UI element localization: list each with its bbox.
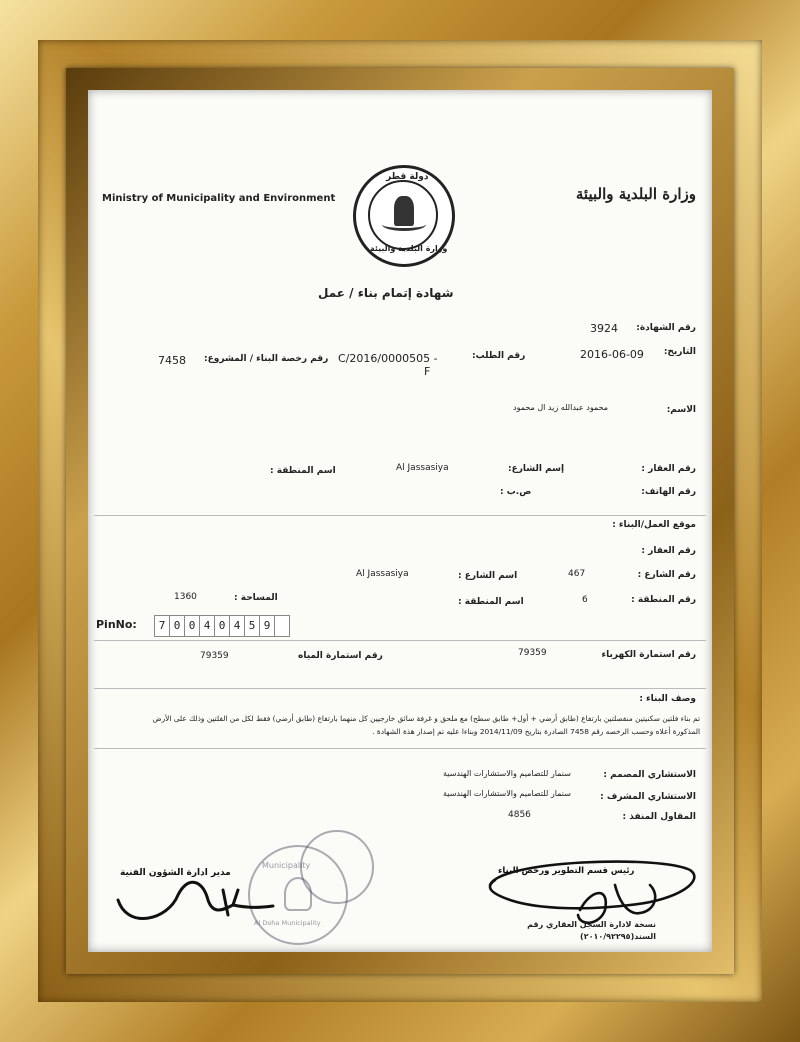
emblem-bottom-text: وزارة البلدية والبيئة (370, 244, 448, 253)
pin-digit: 4 (199, 615, 215, 637)
location-section-label: موقع العمل/البناء : (612, 520, 696, 530)
pin-digit: 4 (229, 615, 245, 637)
certificate-title: شهادة إتمام بناء / عمل (318, 286, 454, 300)
permit-number-label: رقم رخصة البناء / المشروع: (204, 354, 329, 364)
pin-digit: 0 (169, 615, 185, 637)
certificate-number-value: 3924 (590, 322, 618, 335)
description-line-1: تم بناء فلتين سكنيتين منفصلتين بارتفاع (طابق أرضي + أول+ طابق سطح) مع ملحق و غرفة سائق خارجيين كل منهما بارتفاع (طابق أرضي) فقط لكل من الفلتين وذلك على الأرض (152, 714, 700, 723)
pin-digit: 0 (184, 615, 200, 637)
left-signature-icon (108, 860, 288, 930)
location-street-name-value: Al Jassasiya (356, 569, 409, 579)
copy-notice-line-1: نسخة لادارة السجل العقاري رقم (527, 920, 656, 929)
area-value: 1360 (174, 592, 197, 602)
owner-street-label: إسم الشارع: (508, 464, 565, 474)
location-street-number-label: رقم الشارع : (637, 570, 696, 580)
description-label: وصف البناء : (639, 694, 696, 704)
request-number-suffix: F (424, 365, 431, 378)
date-value: 2016-06-09 (580, 348, 644, 361)
contractor-label: المقاول المنفذ : (622, 812, 696, 822)
separator-4 (94, 748, 706, 749)
request-number-label: رقم الطلب: (472, 351, 526, 361)
location-street-name-label: اسم الشارع : (458, 571, 518, 581)
separator-3 (94, 688, 706, 689)
location-street-number-value: 467 (568, 569, 586, 579)
ministry-name-ar: وزارة البلدية والبيئة (575, 185, 696, 203)
owner-name-value: محمود عبدالله زيد ال محمود (513, 403, 609, 412)
emblem-top-text: دولة قطر (386, 172, 429, 182)
ministry-name-en: Ministry of Municipality and Environment (102, 193, 336, 204)
designer-label: الاستشاري المصمم : (603, 770, 696, 780)
area-label: المساحة : (234, 593, 278, 603)
separator-2 (94, 640, 706, 641)
contractor-value: 4856 (508, 810, 531, 820)
pin-label: PinNo: (96, 618, 137, 631)
description-line-2: المذكورة أعلاه وحسب الرخصه رقم 7458 الصادرة بتاريخ 2014/11/09 وبناءا عليه تم إصدار هذة الشهادة . (372, 727, 700, 736)
secondary-stamp-icon (300, 830, 374, 904)
supervisor-label: الاستشاري المشرف : (600, 792, 696, 802)
qatar-emblem-icon (353, 165, 455, 267)
owner-street-value: Al Jassasiya (396, 463, 449, 473)
pin-digit: 0 (214, 615, 230, 637)
owner-name-label: الاسم: (666, 405, 696, 415)
copy-notice-line-2: السند(٢٠١٠/٩٢٢٩٥) (580, 932, 656, 941)
location-zone-name-label: اسم المنطقة : (458, 597, 524, 607)
location-zone-number-value: 6 (582, 595, 588, 605)
supervisor-value: سنمار للتصاميم والاستشارات الهندسية (443, 789, 571, 798)
separator-1 (94, 515, 706, 516)
dhow-icon (382, 218, 426, 231)
certificate-paper (88, 90, 712, 952)
pin-digit: 5 (244, 615, 260, 637)
request-number-value: C/2016/0000505 - (338, 352, 438, 365)
owner-zone-label: اسم المنطقة : (270, 466, 336, 476)
owner-pobox-label: ص.ب : (500, 487, 532, 497)
permit-number-value: 7458 (158, 354, 186, 367)
location-property-label: رقم العقار : (641, 546, 696, 556)
stamp-outer-text: Municipality (262, 861, 311, 870)
date-label: التاريخ: (663, 347, 696, 357)
pin-digit: 9 (259, 615, 275, 637)
owner-property-label: رقم العقار : (641, 464, 696, 474)
certificate-number-label: رقم الشهادة: (636, 323, 696, 333)
left-signatory-title: مدير ادارة الشؤون الفنية (120, 868, 231, 878)
designer-value: سنمار للتصاميم والاستشارات الهندسية (443, 769, 571, 778)
pin-digit: 7 (154, 615, 170, 637)
pin-digit (274, 615, 290, 637)
electricity-form-label: رقم استمارة الكهرباء (601, 650, 696, 660)
right-signatory-title: رئيس قسم التطوير ورخص البناء (498, 866, 635, 876)
stamp-bottom-text: Al Doha Municipality (254, 919, 321, 927)
water-form-label: رقم استمارة المياه (298, 651, 383, 661)
owner-phone-label: رقم الهاتف: (641, 487, 696, 497)
location-zone-number-label: رقم المنطقة : (631, 595, 696, 605)
water-form-value: 79359 (200, 651, 229, 661)
electricity-form-value: 79359 (518, 648, 547, 658)
